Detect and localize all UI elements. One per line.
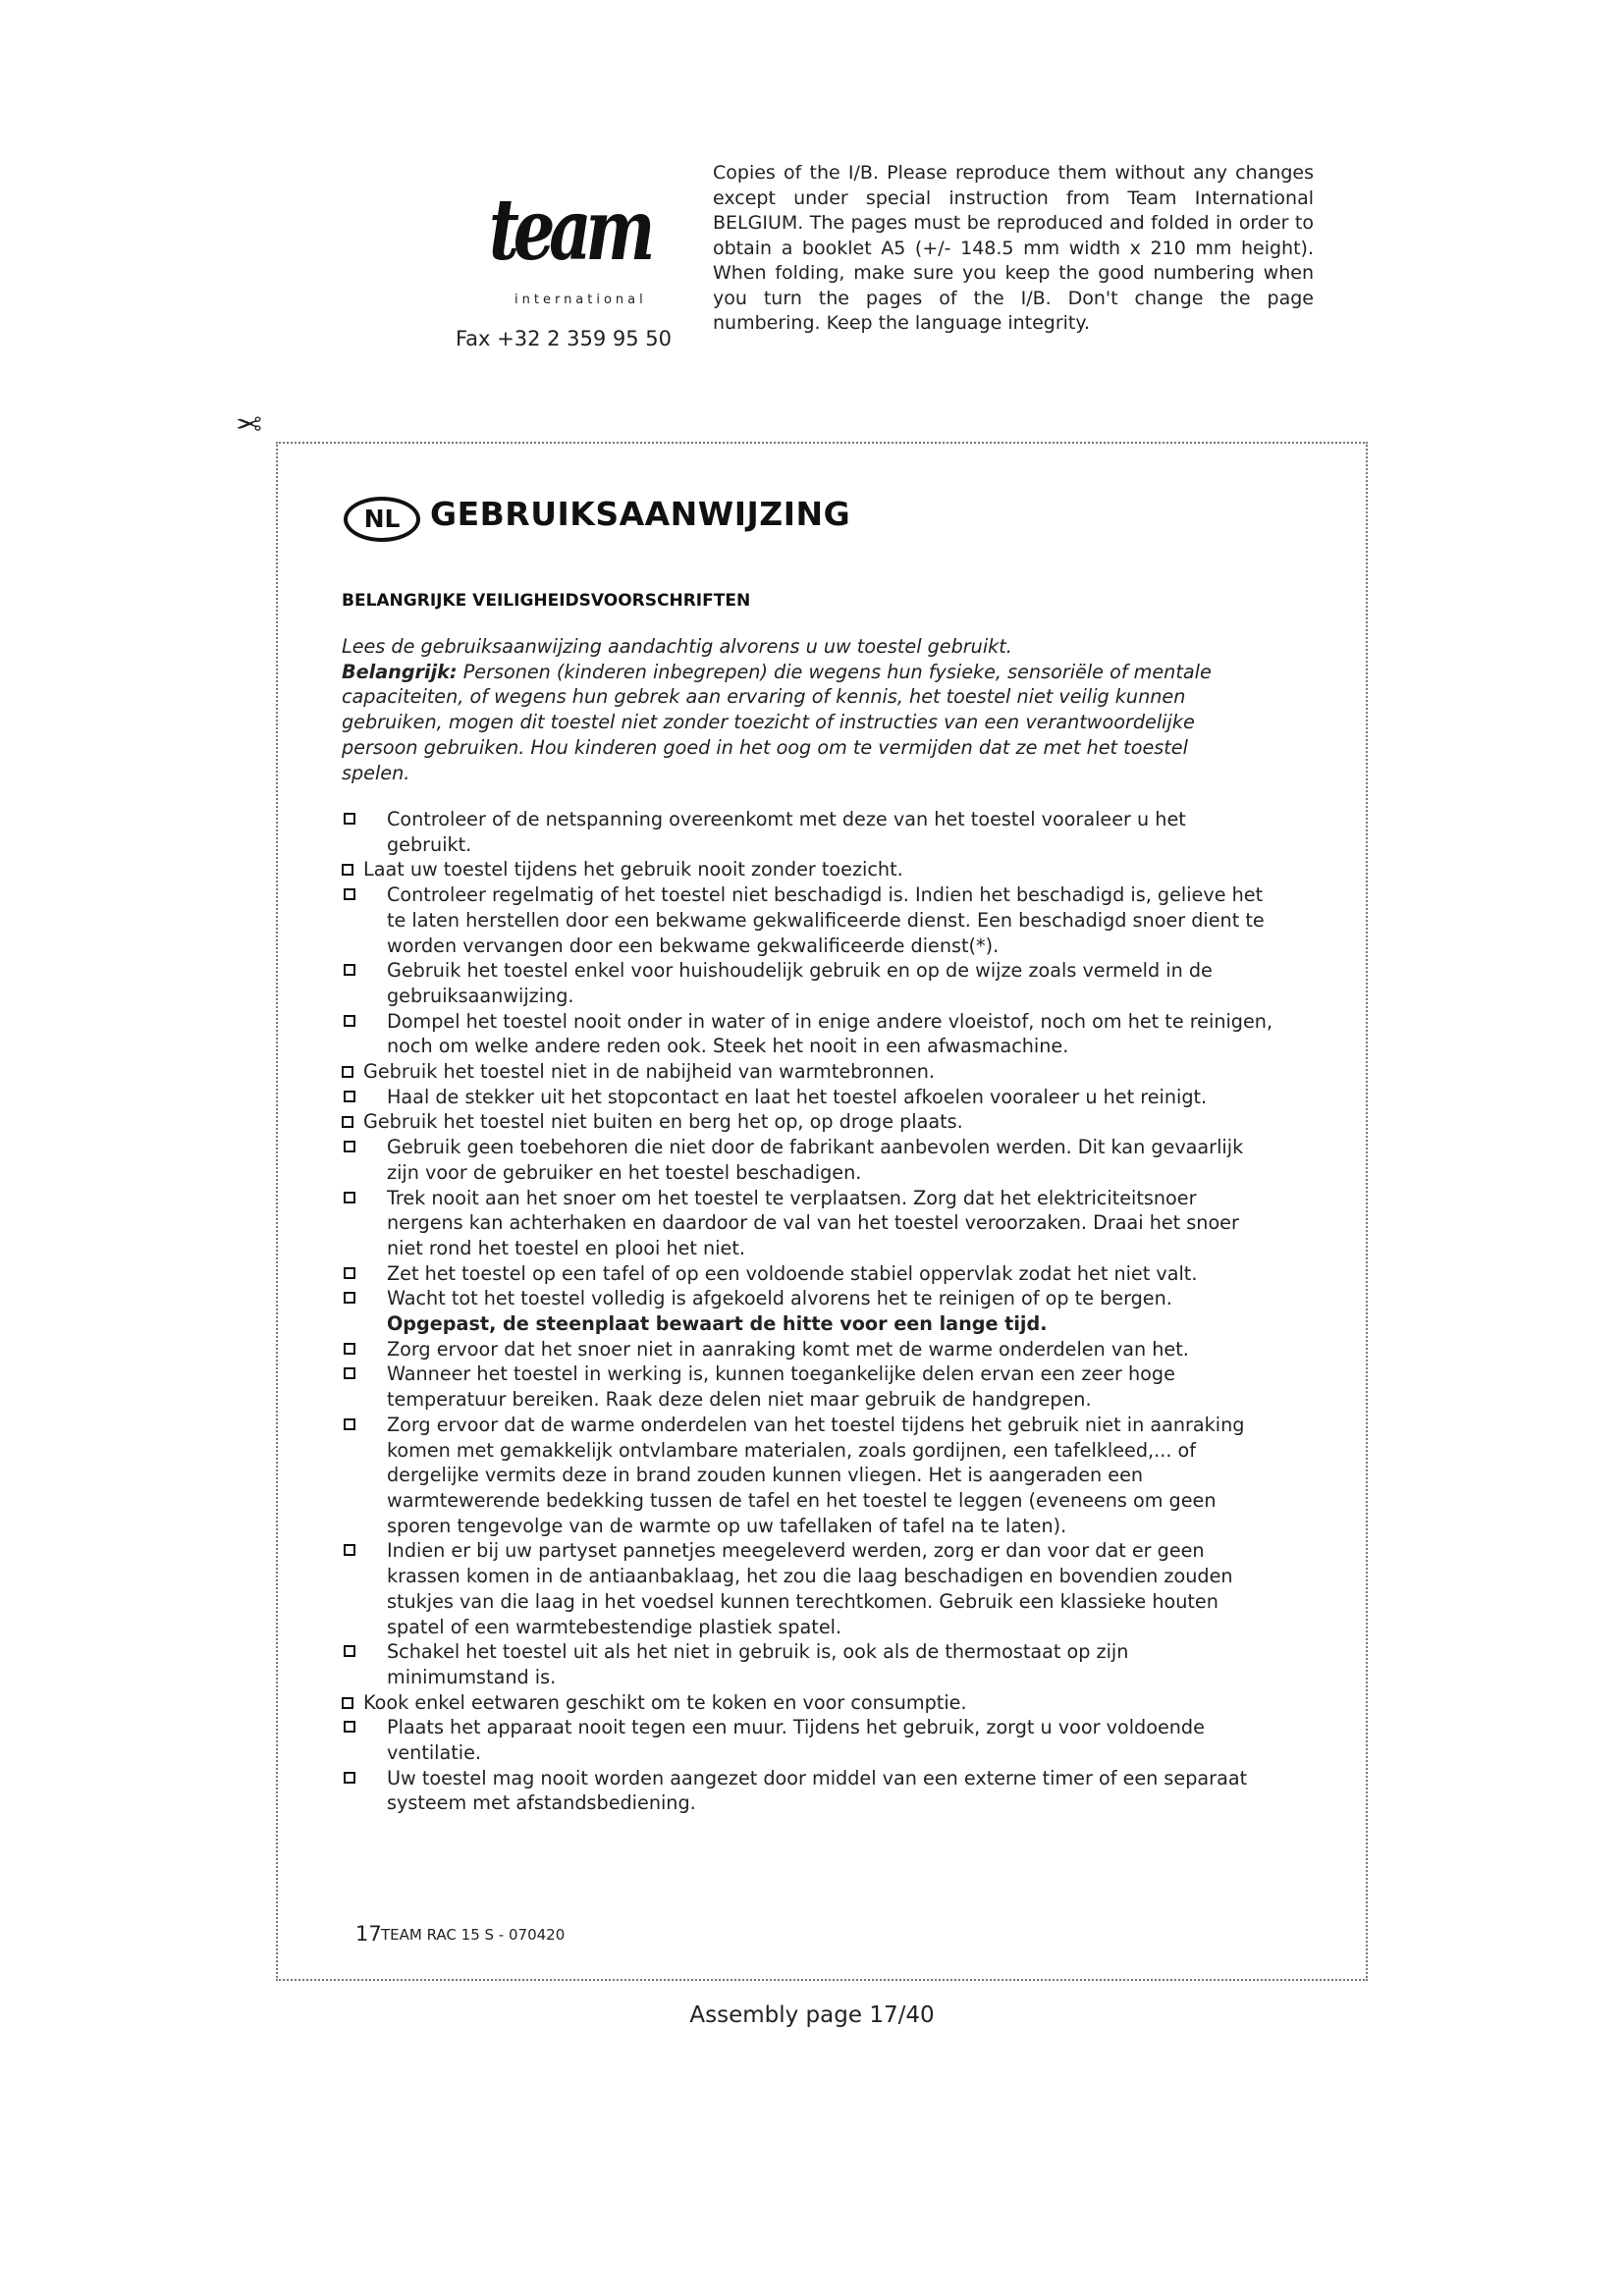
checkbox-bullet-icon: [344, 1418, 355, 1430]
warning-note: Opgepast, de steenplaat bewaart de hitte voor een lange tijd.: [387, 1312, 1048, 1336]
list-item: Trek nooit aan het snoer om het toestel te verplaatsen. Zorg dat het elektriciteitsnoer nergens kan achterhaken en daardoor de val van het toestel veroorzaken. Draai het snoer niet rond het toestel en plooi het niet.: [342, 1186, 1274, 1261]
important-paragraph: [342, 660, 1247, 786]
section-heading: BELANGRIJKE VEILIGHEIDSVOORSCHRIFTEN: [342, 591, 751, 611]
checkbox-bullet-icon: [344, 1015, 355, 1027]
list-item: Plaats het apparaat nooit tegen een muur. Tijdens het gebruik, zorgt u voor voldoende ventilatie.: [342, 1715, 1274, 1765]
fax-number: Fax +32 2 359 95 50: [456, 327, 673, 350]
checkbox-bullet-icon: [344, 1192, 355, 1203]
checkbox-bullet-icon: [344, 964, 355, 976]
list-item: Haal de stekker uit het stopcontact en laat het toestel afkoelen vooraleer u het reinigt.: [342, 1085, 1274, 1110]
page-number: 17: [355, 1922, 382, 1946]
assembly-page-label: Assembly page 17/40: [689, 2002, 935, 2028]
list-item: Controleer regelmatig of het toestel niet beschadigd is. Indien het beschadigd is, gelieve het te laten herstellen door een bekwame gekwalificeerde dienst. Een beschadigd snoer dient te worden vervangen door een bekwame gekwalificeerde dienst(*).: [342, 882, 1274, 958]
checkbox-bullet-icon: [342, 1066, 353, 1078]
list-item: Zorg ervoor dat het snoer niet in aanraking komt met de warme onderdelen van het.: [342, 1337, 1274, 1362]
list-item: Indien er bij uw partyset pannetjes meegeleverd werden, zorg er dan voor dat er geen krassen komen in de antiaanbaklaag, het zou die laag beschadigen en bovendien zouden stukjes van die laag in het voedsel kunnen terechtkomen. Gebruik een klassieke houten spatel of een warmtebestendige plastiek spatel.: [342, 1538, 1274, 1639]
checkbox-bullet-icon: [344, 1141, 355, 1152]
checkbox-bullet-icon: [342, 1697, 353, 1709]
list-item: Wanneer het toestel in werking is, kunnen toegankelijke delen ervan een zeer hoge temperatuur bereiken. Raak deze delen niet maar gebruik de handgrepen.: [342, 1362, 1274, 1412]
list-item: Gebruik geen toebehoren die niet door de fabrikant aanbevolen werden. Dit kan gevaarlijk zijn voor de gebruiker en het toestel beschadigen.: [342, 1135, 1274, 1185]
checkbox-bullet-icon: [344, 1544, 355, 1556]
document-title: GEBRUIKSAANWIJZING: [430, 495, 851, 533]
safety-list: [342, 807, 1274, 1816]
checkbox-bullet-icon: [344, 1343, 355, 1355]
checkbox-bullet-icon: [342, 1116, 353, 1128]
list-item: Dompel het toestel nooit onder in water of in enige andere vloeistof, noch om het te reinigen, noch om welke andere reden ook. Steek het nooit in een afwasmachine.: [342, 1009, 1274, 1059]
list-item: Gebruik het toestel niet buiten en berg het op, op droge plaats.: [342, 1109, 1274, 1135]
checkbox-bullet-icon: [344, 1772, 355, 1784]
list-item: Wacht tot het toestel volledig is afgekoeld alvorens het te reinigen of op te bergen. Opgepast, de steenplaat bewaart de hitte voor een lange tijd.: [342, 1286, 1274, 1336]
reproduction-instructions: Copies of the I/B. Please reproduce them without any changes except under special instruction from Team International BELGIUM. The pages must be reproduced and folded in order to obtain a booklet A5 (+/- 148.5 mm width x 210 mm height). When folding, make sure you keep the good numbering when you turn the pages of the I/B. Don't change the page numbering. Keep the language integrity.: [713, 162, 1314, 334]
intro-line: Lees de gebruiksaanwijzing aandachtig alvorens u uw toestel gebruikt.: [342, 635, 1012, 658]
list-item: Controleer of de netspanning overeenkomt met deze van het toestel vooraleer u het gebruikt.: [342, 807, 1274, 857]
intro-text: [342, 634, 1247, 785]
team-logo: [471, 181, 668, 322]
list-item: Kook enkel eetwaren geschikt om te koken en voor consumptie.: [342, 1690, 1274, 1716]
list-item: Gebruik het toestel niet in de nabijheid van warmtebronnen.: [342, 1059, 1274, 1085]
checkbox-bullet-icon: [344, 1367, 355, 1379]
important-text: Personen (kinderen inbegrepen) die wegens hun fysieke, sensoriële of mentale capaciteiten, of wegens hun gebrek aan ervaring of kennis, het toestel niet veilig kunnen gebruiken, mogen dit toestel niet zonder toezicht of instructies van een verantwoordelijke persoon gebruiken. Hou kinderen goed in het oog om te vermijden dat ze met het toestel spelen.: [342, 660, 1212, 784]
scissors-icon: ✂: [236, 404, 262, 442]
logo-subtitle: international: [514, 293, 647, 307]
list-item: Laat uw toestel tijdens het gebruik nooit zonder toezicht.: [342, 857, 1274, 882]
model-code: TEAM RAC 15 S - 070420: [381, 1926, 566, 1944]
important-label: Belangrijk:: [342, 660, 458, 683]
list-item: Schakel het toestel uit als het niet in gebruik is, ook als de thermostaat op zijn minimumstand is.: [342, 1639, 1274, 1689]
list-item: Zet het toestel op een tafel of op een voldoende stabiel oppervlak zodat het niet valt.: [342, 1261, 1274, 1287]
checkbox-bullet-icon: [344, 1645, 355, 1657]
logo-wordmark: team: [489, 181, 650, 280]
language-badge: NL: [344, 497, 420, 542]
checkbox-bullet-icon: [344, 1091, 355, 1102]
checkbox-bullet-icon: [344, 1267, 355, 1279]
checkbox-bullet-icon: [344, 888, 355, 900]
checkbox-bullet-icon: [344, 1292, 355, 1304]
checkbox-bullet-icon: [344, 813, 355, 825]
checkbox-bullet-icon: [344, 1721, 355, 1733]
list-item: Gebruik het toestel enkel voor huishoudelijk gebruik en op de wijze zoals vermeld in de gebruiksaanwijzing.: [342, 958, 1274, 1008]
list-item: Uw toestel mag nooit worden aangezet door middel van een externe timer of een separaat systeem met afstandsbediening.: [342, 1766, 1274, 1816]
checkbox-bullet-icon: [342, 864, 353, 876]
list-item: Zorg ervoor dat de warme onderdelen van het toestel tijdens het gebruik niet in aanraking komen met gemakkelijk ontvlambare materialen, zoals gordijnen, een tafelkleed,... of dergelijke vermits deze in brand zouden kunnen vliegen. Het is aangeraden een warmtewerende bedekking tussen de tafel en het toestel te leggen (eveneens om geen sporen tengevolge van de warmte op uw tafellaken of tafel na te laten).: [342, 1413, 1274, 1539]
